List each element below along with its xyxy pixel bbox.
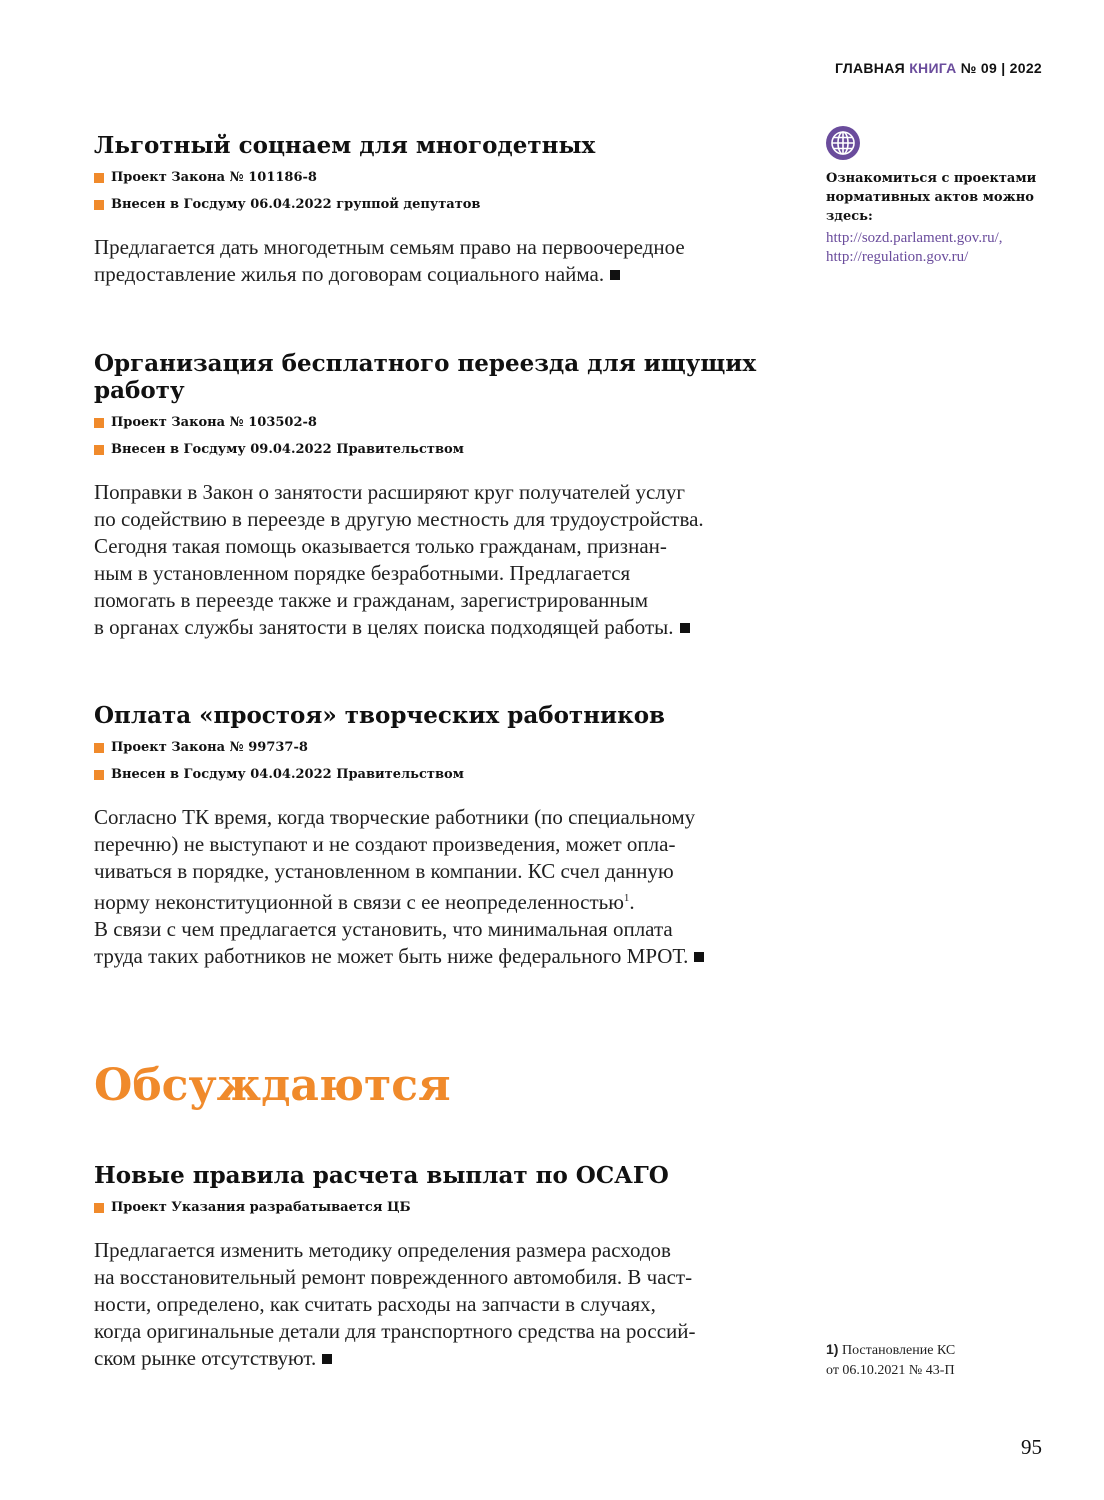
link-regulation[interactable]: http://regulation.gov.ru/ bbox=[826, 249, 969, 265]
article-body bbox=[94, 1237, 784, 1372]
body-line: по содействию в переезде в другую местность для трудоустройства. bbox=[94, 507, 704, 531]
article-body bbox=[94, 234, 784, 288]
body-line: труда таких работников не может быть ниже федерального МРОТ. bbox=[94, 944, 689, 968]
body-line: предоставление жилья по договорам социального найма. bbox=[94, 262, 605, 286]
sidebar-heading: Ознакомиться с проектами нормативных актов можно здесь: bbox=[826, 171, 1037, 224]
footnote-reference: 1 bbox=[623, 892, 630, 904]
meta-item bbox=[94, 741, 784, 755]
bullet-square-icon bbox=[94, 173, 104, 183]
body-line: на восстановительный ремонт поврежденного автомобиля. В част- bbox=[94, 1265, 693, 1289]
page-number: 95 bbox=[1021, 1435, 1042, 1459]
body-line: чиваться в порядке, установленном в компании. КС счел данную bbox=[94, 859, 674, 883]
end-mark-icon bbox=[680, 623, 690, 633]
end-mark-icon bbox=[322, 1354, 332, 1364]
article-title: Оплата «простоя» творческих работников bbox=[94, 702, 666, 729]
body-line: Согласно ТК время, когда творческие работники (по специальному bbox=[94, 805, 696, 829]
masthead-title: ГЛАВНАЯ bbox=[834, 60, 905, 76]
body-line: В связи с чем предлагается установить, что минимальная оплата bbox=[94, 917, 673, 941]
article-title: Новые правила расчета выплат по ОСАГО bbox=[94, 1162, 669, 1189]
body-line: Предлагается изменить методику определения размера расходов bbox=[94, 1238, 671, 1262]
article-meta bbox=[94, 171, 784, 212]
body-line-suffix: . bbox=[629, 890, 635, 914]
project-status: Проект Указания разрабатывается ЦБ bbox=[111, 1200, 411, 1215]
body-line: ском рынке отсутствуют. bbox=[94, 1346, 317, 1370]
bullet-square-icon bbox=[94, 743, 104, 753]
meta-item bbox=[94, 768, 784, 782]
bill-number: Проект Закона № 99737-8 bbox=[111, 740, 308, 755]
footnote bbox=[826, 1339, 955, 1381]
masthead bbox=[835, 60, 1042, 76]
body-line: ности, определено, как считать расходы на запчасти в случаях, bbox=[94, 1292, 656, 1316]
article-title: Организация бесплатного переезда для ищущих работу bbox=[94, 350, 757, 404]
body-line: в органах службы занятости в целях поиска подходящей работы. bbox=[94, 615, 674, 639]
article-large-families bbox=[94, 132, 784, 288]
body-line: когда оригинальные детали для транспортного средства на россий- bbox=[94, 1319, 696, 1343]
link-sozd[interactable]: http://sozd.parlament.gov.ru/, bbox=[826, 230, 1003, 246]
body-line: помогать в переезде также и гражданам, зарегистрированным bbox=[94, 588, 648, 612]
meta-item bbox=[94, 171, 784, 185]
end-mark-icon bbox=[610, 270, 620, 280]
bill-submission: Внесен в Госдуму 09.04.2022 Правительством bbox=[111, 442, 464, 457]
body-line: перечню) не выступают и не создают произведения, может опла- bbox=[94, 832, 676, 856]
footnote-line: от 06.10.2021 № 43-П bbox=[826, 1363, 955, 1378]
bullet-square-icon bbox=[94, 445, 104, 455]
meta-item bbox=[94, 1201, 784, 1215]
article-free-relocation bbox=[94, 350, 784, 641]
masthead-title-accent: КНИГА bbox=[909, 60, 957, 76]
article-body bbox=[94, 479, 784, 641]
body-line: норму неконституционной в связи с ее неопределенностью bbox=[94, 890, 624, 914]
article-meta bbox=[94, 1201, 784, 1215]
bill-number: Проект Закона № 101186-8 bbox=[111, 170, 317, 185]
bullet-square-icon bbox=[94, 200, 104, 210]
article-title: Льготный соцнаем для многодетных bbox=[94, 132, 596, 159]
article-body bbox=[94, 804, 784, 970]
bullet-square-icon bbox=[94, 418, 104, 428]
footnote-line: Постановление КС bbox=[841, 1343, 956, 1358]
meta-item bbox=[94, 416, 784, 430]
article-meta bbox=[94, 416, 784, 457]
sidebar-note bbox=[826, 126, 1056, 267]
article-osago bbox=[94, 1162, 784, 1372]
article-creative-workers bbox=[94, 702, 784, 970]
globe-icon bbox=[826, 126, 860, 160]
bill-number: Проект Закона № 103502-8 bbox=[111, 415, 317, 430]
bullet-square-icon bbox=[94, 770, 104, 780]
section-title: Обсуждаются bbox=[94, 1060, 451, 1111]
bullet-square-icon bbox=[94, 1203, 104, 1213]
body-line: Сегодня такая помощь оказывается только гражданам, признан- bbox=[94, 534, 667, 558]
body-line: Поправки в Закон о занятости расширяют круг получателей услуг bbox=[94, 480, 685, 504]
bill-submission: Внесен в Госдуму 06.04.2022 группой депутатов bbox=[111, 197, 481, 212]
body-line: Предлагается дать многодетным семьям право на первоочередное bbox=[94, 235, 685, 259]
meta-item bbox=[94, 443, 784, 457]
end-mark-icon bbox=[694, 952, 704, 962]
meta-item bbox=[94, 198, 784, 212]
bill-submission: Внесен в Госдуму 04.04.2022 Правительством bbox=[111, 767, 464, 782]
body-line: ным в установленном порядке безработными. Предлагается bbox=[94, 561, 631, 585]
footnote-number: 1) bbox=[826, 1341, 839, 1357]
sidebar-links bbox=[826, 229, 1056, 267]
masthead-issue: № 09 | 2022 bbox=[960, 60, 1042, 76]
article-meta bbox=[94, 741, 784, 782]
